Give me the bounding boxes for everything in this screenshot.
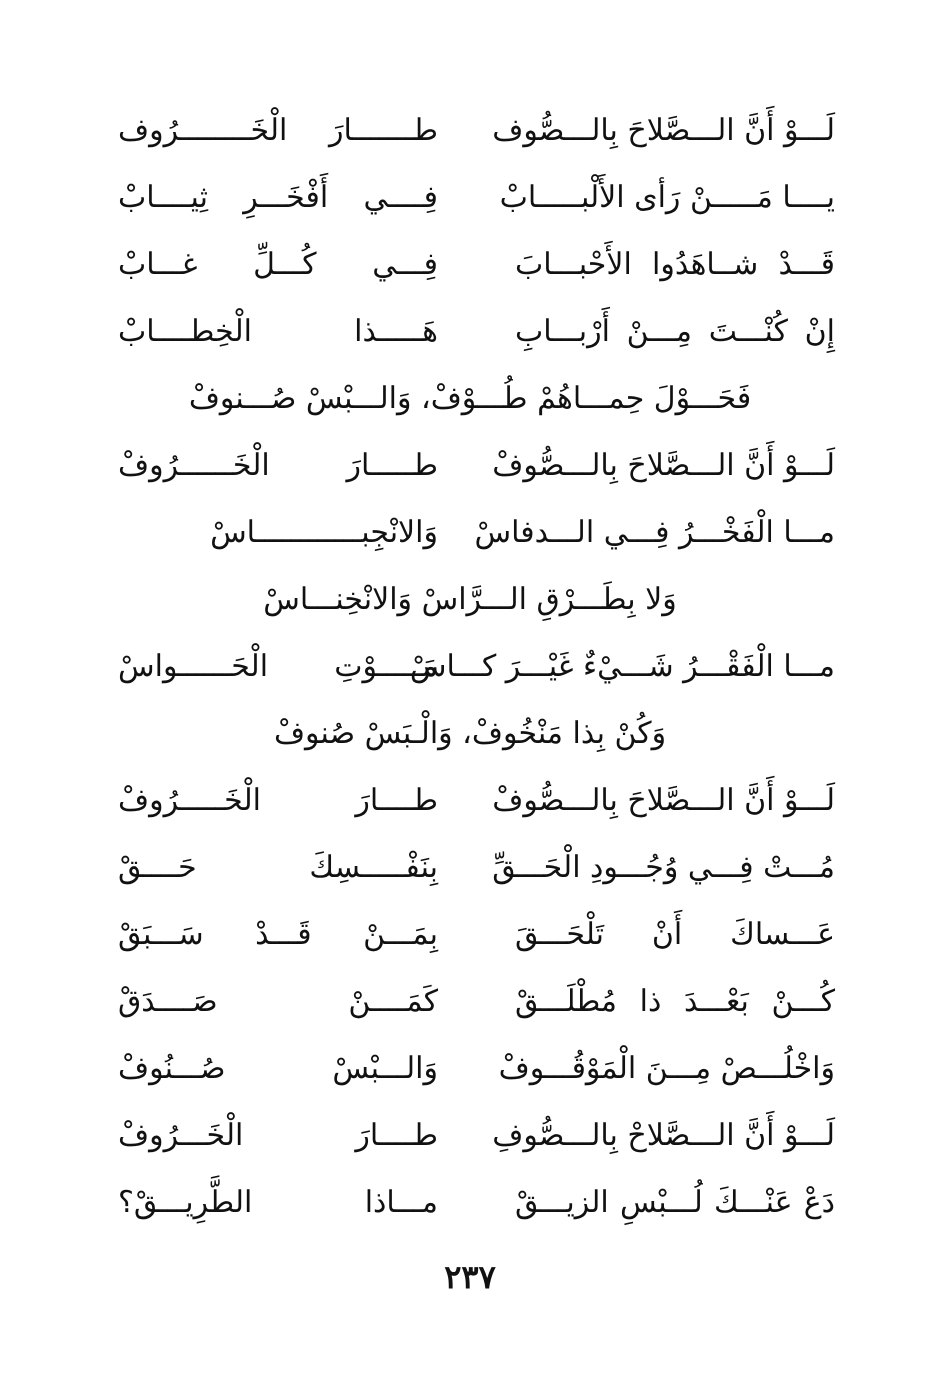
refrain-line: فَحَـــوْلَ حِمـــاهُمْ طُـــوْفْ، وَالـــبْسْ صُـــنوفْ bbox=[188, 381, 752, 416]
first-hemistich: دَعْ عَنْـــكَ لُـــبْسِ الزيـــقْ bbox=[515, 1185, 835, 1220]
second-hemistich: فِــــي أَفْخَـــرِ ثِيــــابْ bbox=[118, 180, 438, 215]
first-hemistich: إِنْ كُنْـــتَ مِـــنْ أَرْبـــابِ bbox=[515, 314, 835, 349]
first-hemistich: يــــا مَـــــنْ رَأى الأَلْبـــــابْ bbox=[499, 180, 835, 215]
first-hemistich: قَـــدْ شــاهَدُوا الأَحْبـــابَ bbox=[515, 247, 835, 282]
verse-6 bbox=[0, 503, 940, 563]
verse-7 bbox=[0, 637, 940, 697]
second-hemistich: وَالـــبْسْ صُـــنُوفْ bbox=[118, 1051, 438, 1086]
second-hemistich: هَـــــذا الْخِطــــابْ bbox=[118, 314, 438, 349]
verse-2 bbox=[0, 168, 940, 228]
first-hemistich: مـــا الْفَخْـــرُ فِـــي الـــدفاسْ bbox=[474, 515, 835, 550]
verse-4 bbox=[0, 302, 940, 362]
verse-9 bbox=[0, 838, 940, 898]
verse-14 bbox=[0, 1173, 940, 1233]
verse-3 bbox=[0, 235, 940, 295]
first-hemistich: لَـــوْ أَنَّ الـــصَّلاحَ بِالـــصُّوفْ bbox=[492, 448, 835, 483]
refrain-line: وَكُنْ بِذا مَنْخُوفْ، وَالْـبَسْ صُنوفْ bbox=[273, 716, 667, 751]
verse-5 bbox=[0, 436, 940, 496]
first-hemistich: وَاخْلُـــصْ مِـــنَ الْمَوْقُـــوفْ bbox=[498, 1051, 835, 1086]
first-hemistich: لَـــوْ أَنَّ الـــصَّلاحْ بِالـــصُّوفِ bbox=[492, 1118, 835, 1153]
second-hemistich: بِنَفْـــــسِكَ حَــــقْ bbox=[118, 850, 438, 885]
verse-12 bbox=[0, 1039, 940, 1099]
second-hemistich: مَـــــوْتِ الْحَــــــواسْ bbox=[118, 649, 438, 684]
verse-11 bbox=[0, 972, 940, 1032]
verse-1 bbox=[0, 101, 940, 161]
second-hemistich: طــــارَ الْخَـــرُوفْ bbox=[118, 1118, 438, 1153]
second-hemistich: طــــارَ الْخَـــــرُوفْ bbox=[118, 783, 438, 818]
verse-10 bbox=[0, 905, 940, 965]
verse-8 bbox=[0, 771, 940, 831]
first-hemistich: لَـــوْ أَنَّ الـــصَّلاحَ بِالـــصُّوفْ bbox=[492, 783, 835, 818]
second-hemistich: فِـــي كُـــلِّ غـــابْ bbox=[118, 247, 438, 282]
first-hemistich: لَـــوْ أَنَّ الـــصَّلاحَ بِالـــصُّوف bbox=[492, 113, 835, 148]
second-hemistich: وَالانْجِبــــــــــــاسْ bbox=[210, 515, 438, 550]
second-hemistich: بِمَـــنْ قَـــدْ سَـــبَقْ bbox=[118, 917, 438, 952]
verse-13 bbox=[0, 1106, 940, 1166]
first-hemistich: مـــا الْفَقْـــرُ شَـــيْءٌ غَيْـــرَ كـــاسْ bbox=[409, 649, 835, 684]
second-hemistich: كَمَــــنْ صَــــدَقْ bbox=[118, 984, 438, 1019]
second-hemistich: مـــاذا الطَّرِيـــقْ؟ bbox=[118, 1185, 438, 1220]
second-hemistich: طـــــــارَ الْخَــــــــرُوف bbox=[118, 113, 438, 148]
refrain-line: وَلا بِطَـــرْقِ الـــرَّاسْ وَالانْخِنـــاسْ bbox=[263, 582, 677, 617]
page-number: ٢٣٧ bbox=[444, 1258, 496, 1296]
first-hemistich: مُـــتْ فِـــي وُجُـــودِ الْحَـــقِّ bbox=[492, 850, 835, 885]
second-hemistich: طـــــارَ الْخَــــــرُوفْ bbox=[118, 448, 438, 483]
first-hemistich: كُـــنْ بَعْـــدَ ذا مُطْلَـــقْ bbox=[515, 984, 835, 1019]
first-hemistich: عَـــساكَ أَنْ تَلْحَـــقَ bbox=[515, 917, 835, 952]
